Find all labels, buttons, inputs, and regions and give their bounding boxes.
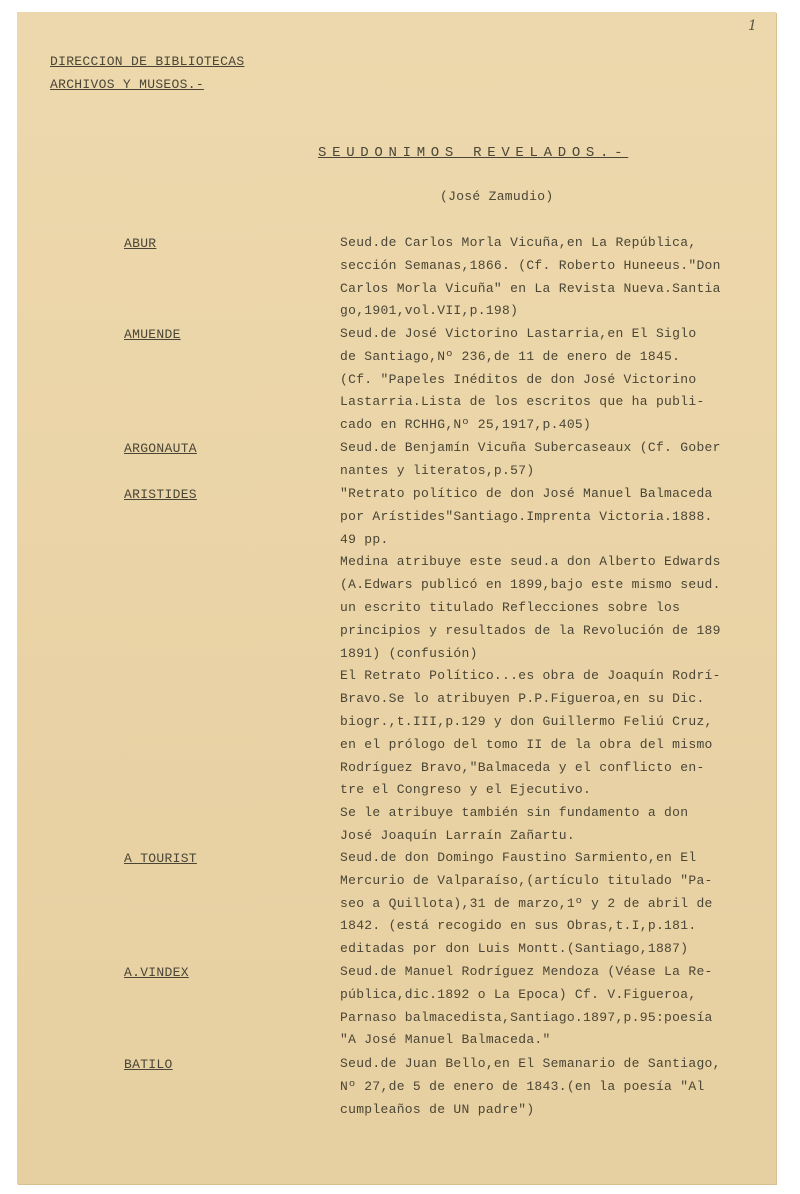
entry-line: Parnaso balmacedista,Santiago.1897,p.95:poesía	[340, 1009, 713, 1025]
entry-line: en el prólogo del tomo II de la obra del mismo	[340, 736, 713, 752]
entry-line: José Joaquín Larraín Zañartu.	[340, 827, 575, 843]
entry-line: Seud.de Manuel Rodríguez Mendoza (Véase La Re-	[340, 964, 713, 979]
entry-line: "Retrato político de don José Manuel Balmaceda	[340, 486, 713, 501]
entry-term-aristides: ARISTIDES	[124, 487, 197, 502]
entry-line: de Santiago,Nº 236,de 11 de enero de 1845.	[340, 348, 681, 364]
entry-line: Mercurio de Valparaíso,(artículo titulado "Pa-	[340, 872, 713, 888]
entry-body-a-vindex	[340, 961, 713, 1052]
entry-term-abur: ABUR	[124, 236, 157, 251]
entry-line: cumpleaños de UN padre")	[340, 1101, 535, 1117]
entry-body-amuende	[340, 323, 705, 437]
entry-line: Seud.de Benjamín Vicuña Subercaseaux (Cf. Gober	[340, 440, 721, 455]
entry-term-a-vindex: A.VINDEX	[124, 965, 189, 980]
entry-line: cado en RCHHG,Nº 25,1917,p.405)	[340, 417, 592, 433]
entry-line: "A José Manuel Balmaceda."	[340, 1032, 551, 1048]
entry-body-batilo	[340, 1053, 721, 1121]
entry-line: un escrito titulado Reflecciones sobre los	[340, 599, 681, 615]
entry-line: principios y resultados de la Revolución de 189	[340, 622, 721, 638]
entry-line: Nº 27,de 5 de enero de 1843.(en la poesía "Al	[340, 1078, 705, 1094]
entry-line: nantes y literatos,p.57)	[340, 462, 535, 478]
entry-line: pública,dic.1892 o La Epoca) Cf. V.Figueroa,	[340, 986, 697, 1002]
entry-line: tre el Congreso y el Ejecutivo.	[340, 782, 592, 798]
entry-line: 1891) (confusión)	[340, 645, 478, 661]
entry-line: Carlos Morla Vicuña" en La Revista Nueva.Santia	[340, 280, 721, 296]
entry-term-amuende: AMUENDE	[124, 327, 181, 342]
entry-line: seo a Quillota),31 de marzo,1º y 2 de abril de	[340, 895, 713, 911]
entry-line: por Arístides"Santiago.Imprenta Victoria.1888.	[340, 508, 713, 524]
entry-line: 1842. (está recogido en sus Obras,t.I,p.181.	[340, 918, 697, 934]
entry-line: (A.Edwars publicó en 1899,bajo este mismo seud.	[340, 577, 721, 593]
entry-body-aristides	[340, 483, 721, 848]
entry-line: Se le atribuye también sin fundamento a don	[340, 805, 689, 821]
entry-line: Seud.de Juan Bello,en El Semanario de Santiago,	[340, 1056, 721, 1071]
entry-line: Seud.de José Victorino Lastarria,en El Siglo	[340, 326, 697, 341]
entry-term-argonauta: ARGONAUTA	[124, 441, 197, 456]
entry-line: editadas por don Luis Montt.(Santiago,1887)	[340, 941, 689, 957]
entry-line: Seud.de Carlos Morla Vicuña,en La República,	[340, 235, 697, 250]
entry-line: sección Semanas,1866. (Cf. Roberto Huneeus."Don	[340, 257, 721, 273]
entry-line: (Cf. "Papeles Inéditos de don José Victorino	[340, 371, 697, 387]
entry-line: Rodríguez Bravo,"Balmaceda y el conflicto en-	[340, 759, 705, 775]
document-author: (José Zamudio)	[440, 189, 554, 204]
document-title: SEUDONIMOS REVELADOS.-	[318, 145, 629, 161]
entry-line: 49 pp.	[340, 531, 389, 547]
entry-body-argonauta	[340, 437, 721, 483]
entry-line: Seud.de don Domingo Faustino Sarmiento,en El	[340, 850, 697, 865]
entry-term-batilo: BATILO	[124, 1057, 173, 1072]
entry-line: biogr.,t.III,p.129 y don Guillermo Feliú Cruz,	[340, 713, 713, 729]
entry-line: Bravo.Se lo atribuyen P.P.Figueroa,en su Dic.	[340, 691, 705, 707]
page-number: 1	[748, 18, 758, 34]
header-line-2: ARCHIVOS Y MUSEOS.-	[50, 77, 204, 92]
entry-line: Lastarria.Lista de los escritos que ha publi-	[340, 394, 705, 410]
entry-line: Medina atribuye este seud.a don Alberto Edwards	[340, 554, 721, 570]
entry-line: El Retrato Político...es obra de Joaquín Rodrí-	[340, 668, 721, 684]
entry-line: go,1901,vol.VII,p.198)	[340, 303, 519, 319]
header-line-1: DIRECCION DE BIBLIOTECAS	[50, 54, 245, 69]
entry-body-a-tourist	[340, 847, 713, 961]
entry-term-a-tourist: A TOURIST	[124, 851, 197, 866]
entry-body-abur	[340, 232, 721, 323]
